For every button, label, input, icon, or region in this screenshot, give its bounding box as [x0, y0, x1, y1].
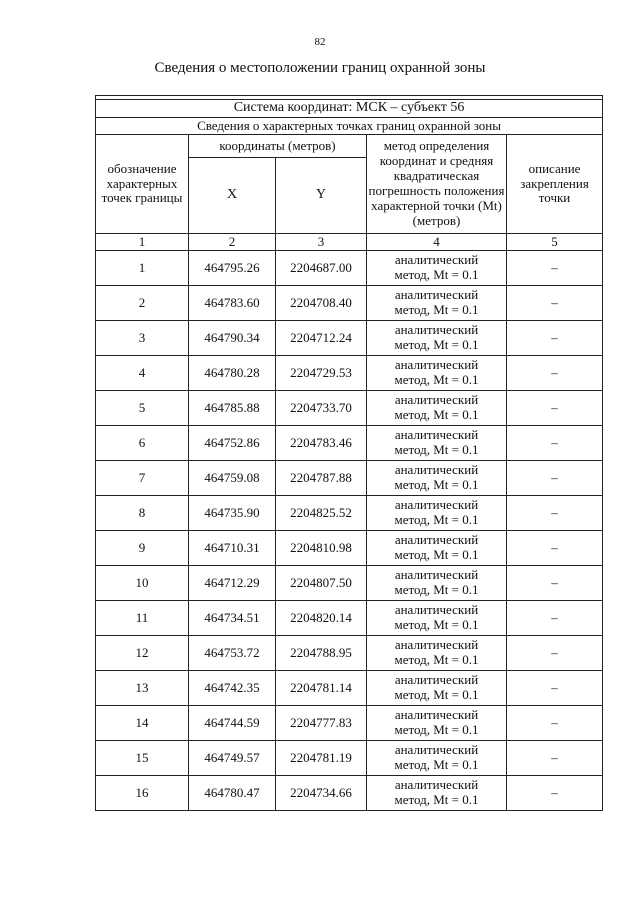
coordinate-y: 2204733.70	[276, 391, 367, 426]
table-row	[96, 426, 603, 461]
method-line-2: метод, Mt = 0.1	[394, 652, 479, 667]
method-cell	[367, 706, 507, 741]
method-line-1: аналитический	[394, 322, 479, 338]
coordinate-x: 464780.28	[189, 356, 276, 391]
method-line-2: метод, Mt = 0.1	[394, 722, 479, 737]
method-line-1: аналитический	[394, 392, 479, 408]
point-number: 10	[96, 566, 189, 601]
coordinate-x: 464780.47	[189, 776, 276, 811]
point-description: –	[507, 671, 603, 706]
coordinate-y: 2204708.40	[276, 286, 367, 321]
header-y: Y	[276, 158, 367, 234]
coordinate-x: 464785.88	[189, 391, 276, 426]
method-line-1: аналитический	[394, 602, 479, 618]
method-line-1: аналитический	[394, 672, 479, 688]
point-description: –	[507, 356, 603, 391]
table-row	[96, 636, 603, 671]
method-cell	[367, 671, 507, 706]
method-line-2: метод, Mt = 0.1	[394, 302, 479, 317]
point-number: 8	[96, 496, 189, 531]
method-line-1: аналитический	[394, 532, 479, 548]
column-number: 1	[96, 234, 189, 251]
coordinate-y: 2204781.14	[276, 671, 367, 706]
point-number: 6	[96, 426, 189, 461]
method-cell	[367, 776, 507, 811]
header-method: метод определения координат и средняя квадратическая погрешность положения характерной точки (Mt) (метров)	[367, 135, 507, 234]
method-line-1: аналитический	[394, 357, 479, 373]
table-row	[96, 566, 603, 601]
coordinate-x: 464753.72	[189, 636, 276, 671]
table-subtitle-row	[96, 118, 603, 135]
point-description: –	[507, 321, 603, 356]
header-description: описание закрепления точки	[507, 135, 603, 234]
coordinate-x: 464749.57	[189, 741, 276, 776]
coordinate-y: 2204810.98	[276, 531, 367, 566]
method-cell	[367, 601, 507, 636]
point-number: 2	[96, 286, 189, 321]
method-line-2: метод, Mt = 0.1	[394, 372, 479, 387]
coordinate-system-row	[96, 100, 603, 118]
header-row	[96, 135, 603, 158]
point-number: 3	[96, 321, 189, 356]
coordinate-y: 2204712.24	[276, 321, 367, 356]
header-x: X	[189, 158, 276, 234]
table-row	[96, 776, 603, 811]
coordinate-y: 2204807.50	[276, 566, 367, 601]
coordinate-y: 2204687.00	[276, 251, 367, 286]
method-line-2: метод, Mt = 0.1	[394, 337, 479, 352]
method-cell	[367, 741, 507, 776]
table-row	[96, 601, 603, 636]
method-line-1: аналитический	[394, 567, 479, 583]
method-line-1: аналитический	[394, 427, 479, 443]
coordinate-system-label: Система координат: МСК – субъект 56	[96, 100, 603, 118]
point-description: –	[507, 461, 603, 496]
header-coordinates: координаты (метров)	[189, 135, 367, 158]
table-row	[96, 461, 603, 496]
table-row	[96, 391, 603, 426]
table-row	[96, 321, 603, 356]
coordinate-x: 464735.90	[189, 496, 276, 531]
method-line-2: метод, Mt = 0.1	[394, 407, 479, 422]
method-line-2: метод, Mt = 0.1	[394, 757, 479, 772]
column-number-row	[96, 234, 603, 251]
method-line-2: метод, Mt = 0.1	[394, 547, 479, 562]
point-description: –	[507, 776, 603, 811]
column-number: 3	[276, 234, 367, 251]
method-line-2: метод, Mt = 0.1	[394, 617, 479, 632]
coordinate-x: 464734.51	[189, 601, 276, 636]
method-cell	[367, 461, 507, 496]
point-number: 4	[96, 356, 189, 391]
table-row	[96, 671, 603, 706]
coordinate-y: 2204729.53	[276, 356, 367, 391]
coordinate-x: 464744.59	[189, 706, 276, 741]
method-line-2: метод, Mt = 0.1	[394, 477, 479, 492]
point-number: 15	[96, 741, 189, 776]
method-line-1: аналитический	[394, 287, 479, 303]
table-row	[96, 706, 603, 741]
point-description: –	[507, 531, 603, 566]
method-line-1: аналитический	[394, 637, 479, 653]
column-number: 4	[367, 234, 507, 251]
table-row	[96, 251, 603, 286]
method-cell	[367, 566, 507, 601]
point-number: 14	[96, 706, 189, 741]
coordinate-y: 2204777.83	[276, 706, 367, 741]
method-line-1: аналитический	[394, 497, 479, 513]
coordinate-x: 464712.29	[189, 566, 276, 601]
method-line-2: метод, Mt = 0.1	[394, 582, 479, 597]
point-number: 16	[96, 776, 189, 811]
point-number: 1	[96, 251, 189, 286]
coordinate-x: 464742.35	[189, 671, 276, 706]
method-line-1: аналитический	[394, 742, 479, 758]
point-description: –	[507, 496, 603, 531]
point-number: 7	[96, 461, 189, 496]
point-description: –	[507, 601, 603, 636]
method-line-1: аналитический	[394, 252, 479, 268]
point-description: –	[507, 426, 603, 461]
method-cell	[367, 286, 507, 321]
coordinate-y: 2204781.19	[276, 741, 367, 776]
method-cell	[367, 251, 507, 286]
method-line-2: метод, Mt = 0.1	[394, 687, 479, 702]
coordinate-x: 464710.31	[189, 531, 276, 566]
method-line-2: метод, Mt = 0.1	[394, 512, 479, 527]
point-description: –	[507, 706, 603, 741]
coordinates-table	[95, 95, 603, 811]
method-line-1: аналитический	[394, 707, 479, 723]
coordinate-x: 464783.60	[189, 286, 276, 321]
point-number: 9	[96, 531, 189, 566]
column-number: 2	[189, 234, 276, 251]
header-designation: обозначение характерных точек границы	[96, 135, 189, 234]
point-number: 11	[96, 601, 189, 636]
document-title: Сведения о местоположении границ охранной зоны	[154, 60, 486, 76]
point-description: –	[507, 286, 603, 321]
column-number: 5	[507, 234, 603, 251]
point-description: –	[507, 636, 603, 671]
page-number: 82	[314, 36, 326, 48]
coordinate-x: 464790.34	[189, 321, 276, 356]
method-line-1: аналитический	[394, 777, 479, 793]
coordinate-y: 2204783.46	[276, 426, 367, 461]
method-cell	[367, 636, 507, 671]
method-cell	[367, 356, 507, 391]
coordinate-y: 2204788.95	[276, 636, 367, 671]
point-number: 13	[96, 671, 189, 706]
coordinate-x: 464795.26	[189, 251, 276, 286]
point-description: –	[507, 391, 603, 426]
coordinate-y: 2204820.14	[276, 601, 367, 636]
coordinate-x: 464759.08	[189, 461, 276, 496]
coordinate-y: 2204787.88	[276, 461, 367, 496]
method-line-2: метод, Mt = 0.1	[394, 442, 479, 457]
method-cell	[367, 321, 507, 356]
coordinate-x: 464752.86	[189, 426, 276, 461]
method-cell	[367, 496, 507, 531]
table-row	[96, 286, 603, 321]
table-row	[96, 496, 603, 531]
method-cell	[367, 426, 507, 461]
point-description: –	[507, 566, 603, 601]
coordinate-y: 2204825.52	[276, 496, 367, 531]
point-description: –	[507, 741, 603, 776]
table-row	[96, 741, 603, 776]
method-line-1: аналитический	[394, 462, 479, 478]
table-row	[96, 356, 603, 391]
point-number: 5	[96, 391, 189, 426]
point-description: –	[507, 251, 603, 286]
method-line-2: метод, Mt = 0.1	[394, 792, 479, 807]
method-cell	[367, 531, 507, 566]
method-line-2: метод, Mt = 0.1	[394, 267, 479, 282]
table-row	[96, 531, 603, 566]
coordinate-y: 2204734.66	[276, 776, 367, 811]
point-number: 12	[96, 636, 189, 671]
table-subtitle: Сведения о характерных точках границ охранной зоны	[96, 118, 603, 135]
method-cell	[367, 391, 507, 426]
